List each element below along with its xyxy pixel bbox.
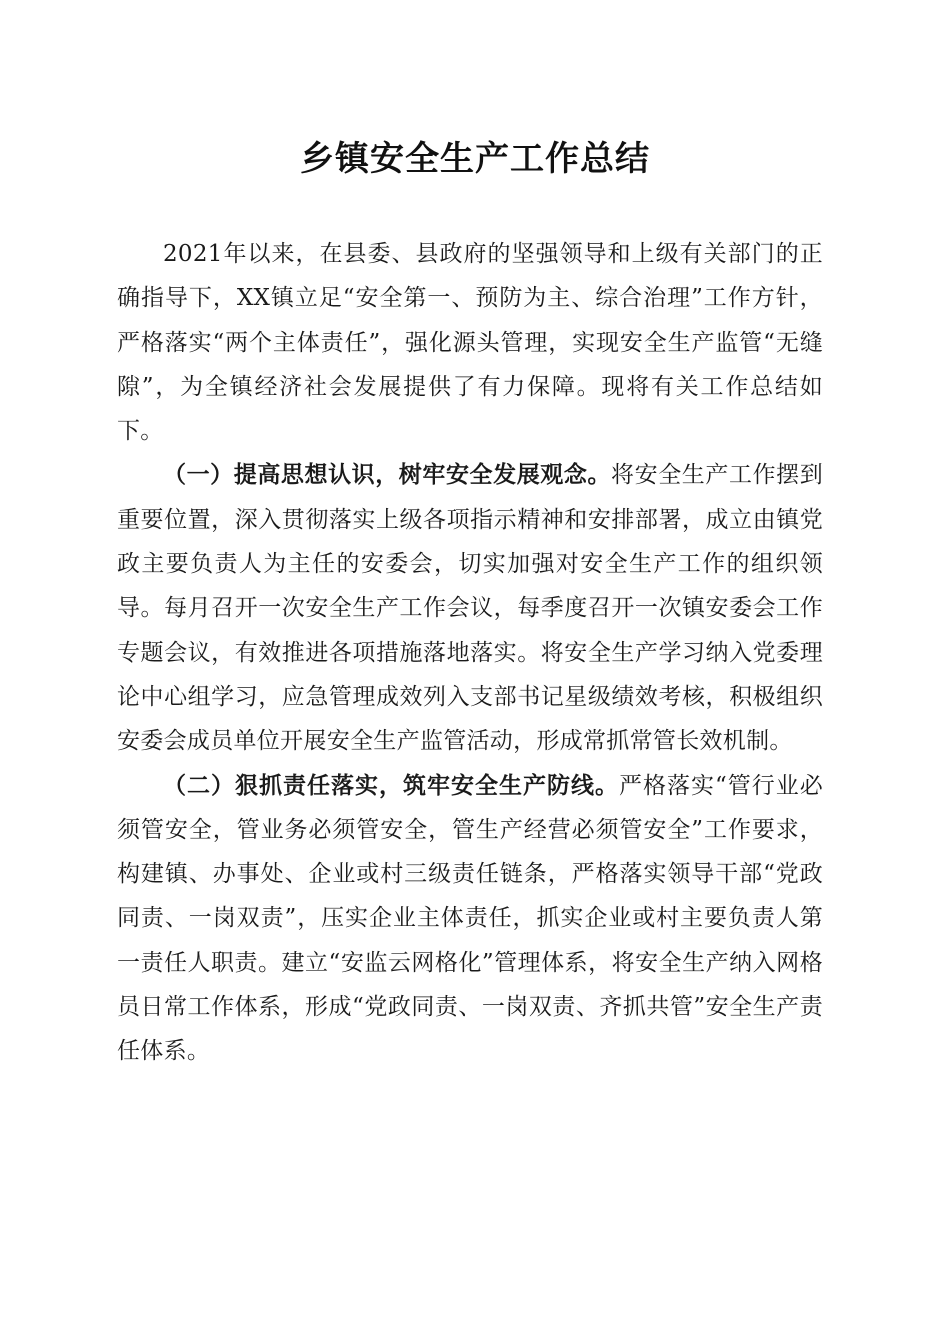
paragraph-section-2 (117, 764, 823, 1074)
paragraph-text: 将安全生产工作摆到重要位置，深入贯彻落实上级各项指示精神和安排部署，成立由镇党政主要负责人为主任的安委会，切实加强对安全生产工作的组织领导。每月召开一次安全生产工作会议，每季度召开一次镇安委会工作专题会议，有效推进各项措施落地落实。将安全生产学习纳入党委理论中心组学习，应急管理成效列入支部书记星级绩效考核，积极组织安委会成员单位开展安全生产监管活动，形成常抓常管长效机制。 (117, 462, 823, 755)
paragraph-section-1 (117, 453, 823, 763)
page-title: 乡镇安全生产工作总结 (300, 139, 650, 179)
section-heading: （二）狠抓责任落实，筑牢安全生产防线。 (163, 771, 619, 799)
paragraph-intro (117, 232, 823, 453)
paragraph-text: 2021年以来，在县委、县政府的坚强领导和上级有关部门的正确指导下，XX镇立足“安全第一、预防为主、综合治理”工作方针，严格落实“两个主体责任”，强化源头管理，实现安全生产监管“无缝隙”，为全镇经济社会发展提供了有力保障。现将有关工作总结如下。 (117, 241, 823, 445)
section-heading: （一）提高思想认识，树牢安全发展观念。 (163, 461, 612, 489)
paragraph-text: 严格落实“管行业必须管安全，管业务必须管安全，管生产经营必须管安全”工作要求，构建镇、办事处、企业或村三级责任链条，严格落实领导干部“党政同责、一岗双责”，压实企业主体责任，抓实企业或村主要负责人第一责任人职责。建立“安监云网格化”管理体系，将安全生产纳入网格员日常工作体系，形成“党政同责、一岗双责、齐抓共管”安全生产责任体系。 (117, 772, 823, 1065)
document-body (117, 232, 823, 1074)
